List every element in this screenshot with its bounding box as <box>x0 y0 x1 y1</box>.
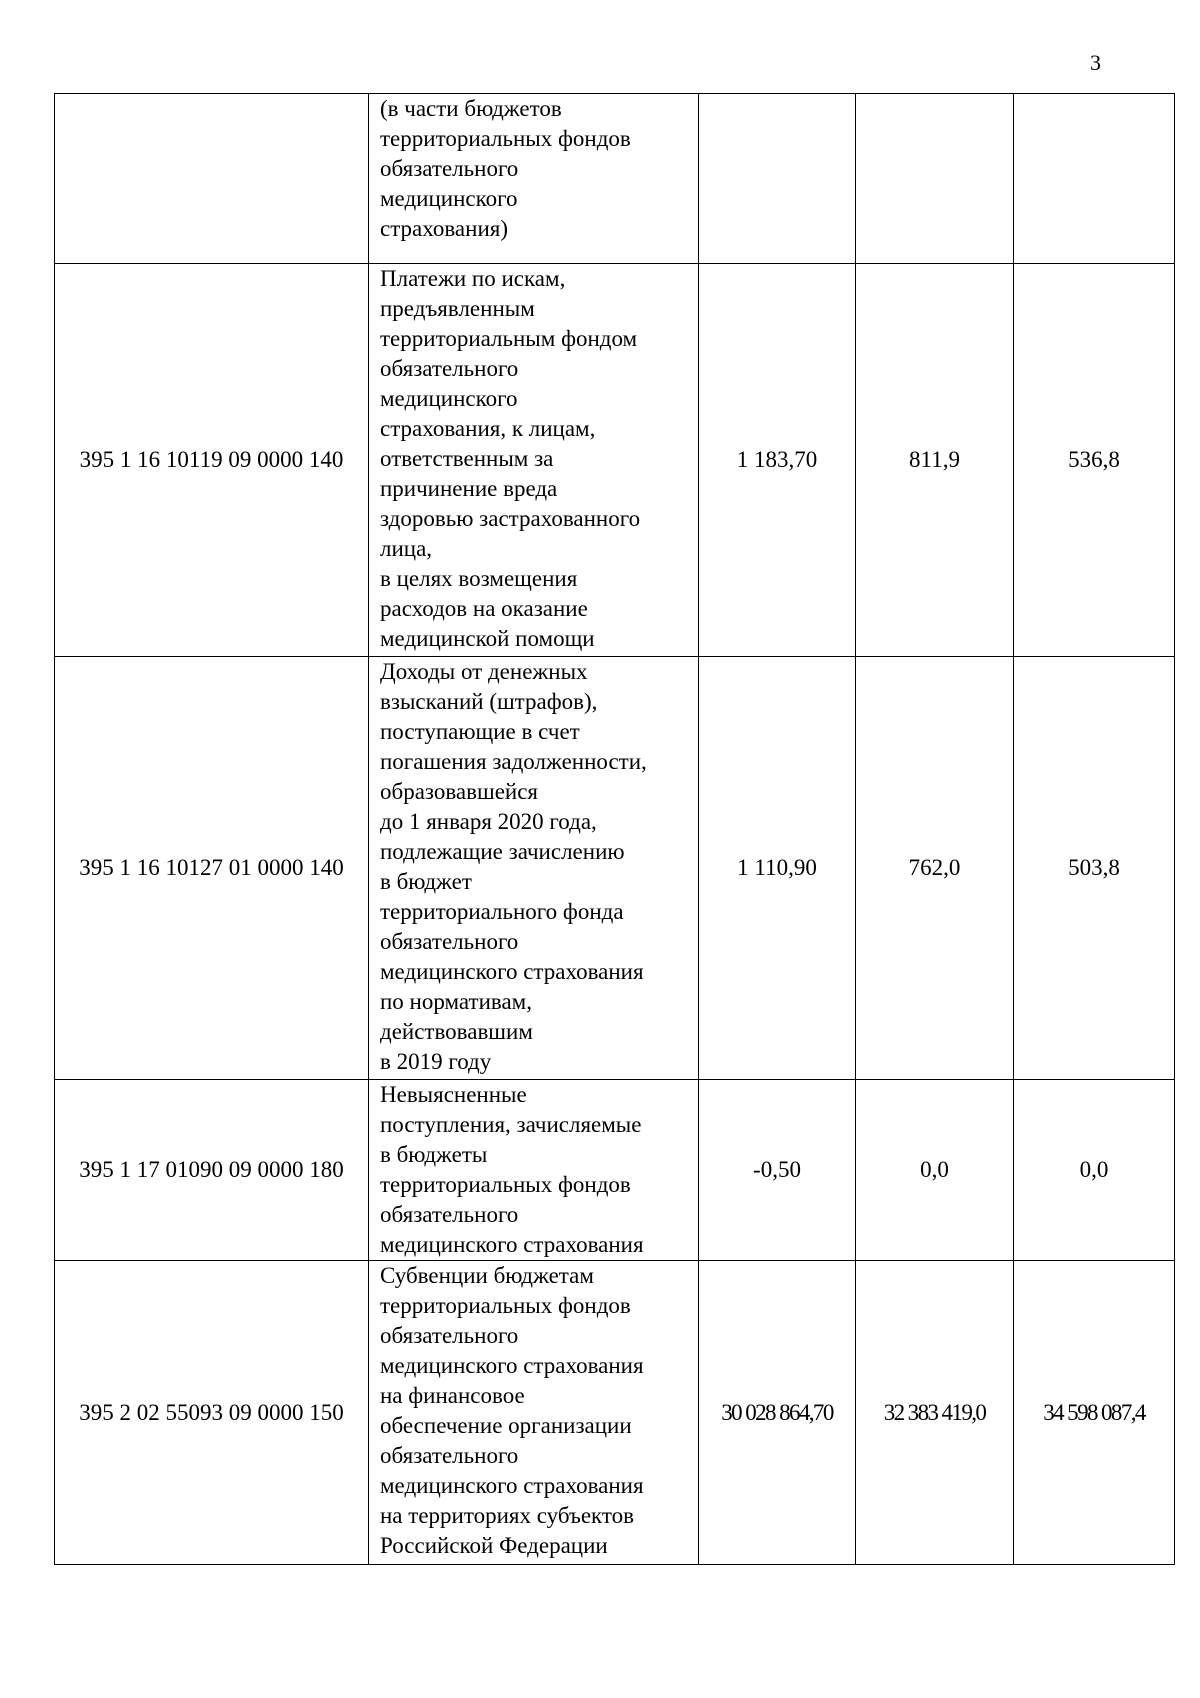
page-number: 3 <box>1090 50 1101 75</box>
revenue-name-line: территориальных фондов <box>380 1293 631 1318</box>
revenue-name-line: обязательного <box>380 1202 519 1227</box>
table-row <box>55 657 1175 1080</box>
revenue-name-line: здоровью застрахованного <box>380 506 641 531</box>
budget-code-cell: 395 1 16 10119 09 0000 140 <box>55 264 369 657</box>
revenue-name-line: лица, <box>380 536 433 561</box>
revenue-name-line: поступающие в счет <box>380 719 580 744</box>
revenue-name-cell <box>369 1080 699 1261</box>
revenue-name-line: погашения задолженности, <box>380 749 647 774</box>
revenue-name-cell <box>369 657 699 1080</box>
revenue-name-line: медицинского страхования <box>380 959 644 984</box>
revenue-name-line: медицинского страхования <box>380 1353 644 1378</box>
revenue-name-line: обязательного <box>380 356 519 381</box>
value-year2-cell: 32 383 419,0 <box>856 1261 1014 1565</box>
value-year2-cell: 762,0 <box>856 657 1014 1080</box>
revenue-name-line: обеспечение организации <box>380 1413 632 1438</box>
value-year1-cell: 30 028 864,70 <box>699 1261 856 1565</box>
revenue-name-line: (в части бюджетов <box>380 96 562 121</box>
revenue-name-line: территориального фонда <box>380 899 624 924</box>
table-row <box>55 94 1175 264</box>
revenue-name-line: на территориях субъектов <box>380 1503 635 1528</box>
revenue-name-cell <box>369 1261 699 1565</box>
revenue-name-line: Невыясненные <box>380 1082 527 1107</box>
value-year1-cell: 1 183,70 <box>699 264 856 657</box>
revenue-name-line: Российской Федерации <box>380 1533 608 1558</box>
revenue-name-line: страхования, к лицам, <box>380 416 596 441</box>
revenue-name-line: медицинского <box>380 186 518 211</box>
revenue-name-line: поступления, зачисляемые <box>380 1112 642 1137</box>
revenue-name-line: подлежащие зачислению <box>380 839 625 864</box>
value-year2-cell: 811,9 <box>856 264 1014 657</box>
revenue-name-line: обязательного <box>380 929 519 954</box>
budget-code-cell: 395 1 16 10127 01 0000 140 <box>55 657 369 1080</box>
value-year3-cell: 503,8 <box>1014 657 1175 1080</box>
value-year3-cell <box>1014 94 1175 264</box>
revenue-name-line: предъявленным <box>380 296 535 321</box>
revenue-name-line: территориальных фондов <box>380 1172 631 1197</box>
revenue-name-line: Субвенции бюджетам <box>380 1263 594 1288</box>
revenue-name-line: причинение вреда <box>380 476 558 501</box>
revenue-name-line: в бюджет <box>380 869 472 894</box>
revenue-name-line: обязательного <box>380 156 519 181</box>
table-row <box>55 1080 1175 1261</box>
revenue-name-line: на финансовое <box>380 1383 525 1408</box>
value-year2-cell: 0,0 <box>856 1080 1014 1261</box>
revenue-name-line: медицинского страхования <box>380 1232 644 1257</box>
revenue-name-line: взысканий (штрафов), <box>380 689 598 714</box>
revenue-name-line: медицинского <box>380 386 518 411</box>
revenue-name-line: действовавшим <box>380 1019 533 1044</box>
budget-code-cell <box>55 94 369 264</box>
revenue-name-line: ответственным за <box>380 446 554 471</box>
budget-code-cell: 395 1 17 01090 09 0000 180 <box>55 1080 369 1261</box>
revenue-name-cell <box>369 94 699 264</box>
revenue-name-line: расходов на оказание <box>380 596 588 621</box>
value-year1-cell: -0,50 <box>699 1080 856 1261</box>
revenue-name-line: страхования) <box>380 216 508 241</box>
revenue-name-line: в целях возмещения <box>380 566 578 591</box>
value-year3-cell: 536,8 <box>1014 264 1175 657</box>
revenue-name-line: территориальным фондом <box>380 326 638 351</box>
revenue-name-line: обязательного <box>380 1323 519 1348</box>
value-year1-cell: 1 110,90 <box>699 657 856 1080</box>
revenue-name-line: медицинской помощи <box>380 626 595 651</box>
budget-revenue-table <box>54 93 1175 1565</box>
revenue-name-line: образовавшейся <box>380 779 539 804</box>
revenue-name-line: до 1 января 2020 года, <box>380 809 597 834</box>
revenue-name-line: территориальных фондов <box>380 126 631 151</box>
revenue-name-line: в бюджеты <box>380 1142 488 1167</box>
revenue-name-line: обязательного <box>380 1443 519 1468</box>
value-year3-cell: 0,0 <box>1014 1080 1175 1261</box>
revenue-name-cell <box>369 264 699 657</box>
table-row <box>55 1261 1175 1565</box>
revenue-name-line: в 2019 году <box>380 1049 492 1074</box>
value-year3-cell: 34 598 087,4 <box>1014 1261 1175 1565</box>
value-year1-cell <box>699 94 856 264</box>
revenue-name-line: по нормативам, <box>380 989 532 1014</box>
revenue-name-line: Доходы от денежных <box>380 659 588 684</box>
value-year2-cell <box>856 94 1014 264</box>
table-row <box>55 264 1175 657</box>
revenue-name-line: Платежи по искам, <box>380 266 566 291</box>
revenue-name-line: медицинского страхования <box>380 1473 644 1498</box>
budget-code-cell: 395 2 02 55093 09 0000 150 <box>55 1261 369 1565</box>
